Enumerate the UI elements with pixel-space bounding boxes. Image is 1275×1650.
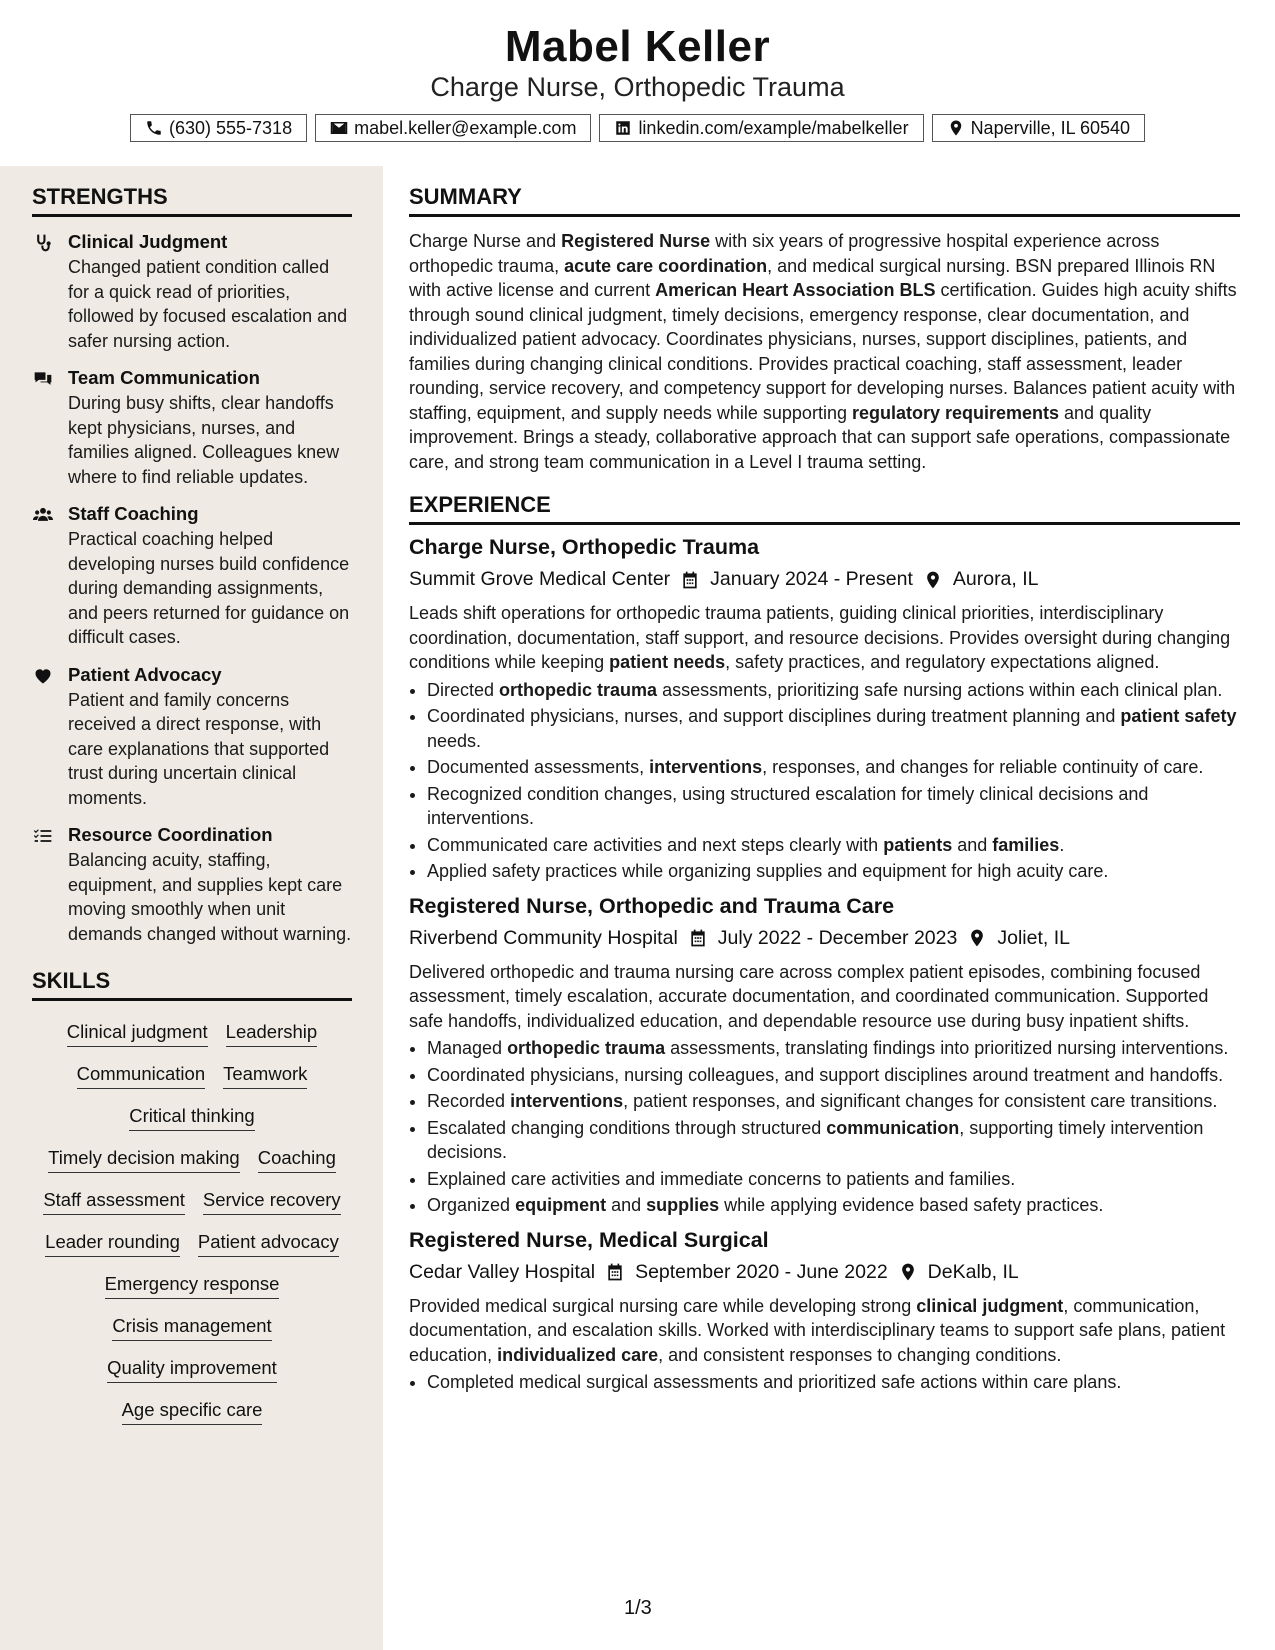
contact-email-text: mabel.keller@example.com (354, 117, 577, 138)
job-bullet: • Explained care activities and immediate concerns to patients and families. (427, 1167, 1240, 1192)
job-dates: July 2022 - December 2023 (717, 926, 958, 949)
comments-icon (32, 369, 54, 389)
contact-phone[interactable] (130, 114, 307, 142)
job-title: Registered Nurse, Medical Surgical (409, 1227, 769, 1252)
calendar-icon (680, 570, 700, 590)
skill-tag: Staff assessment (43, 1189, 185, 1215)
resume-header (0, 0, 1275, 166)
calendar-icon (605, 1262, 625, 1282)
skill-tag: Clinical judgment (67, 1021, 208, 1047)
strengths-heading: STRENGTHS (32, 184, 352, 217)
emphasis-text: Registered Nurse (561, 231, 711, 251)
emphasis-text: patient safety (1120, 706, 1237, 726)
skill-tag: Patient advocacy (198, 1231, 339, 1257)
strength-item (32, 503, 352, 650)
job-employer: Summit Grove Medical Center (409, 568, 671, 590)
skill-tag: Service recovery (203, 1189, 341, 1215)
job-bullet: • Coordinated physicians, nursing colleagues, and support disciplines around treatment and handoffs. (427, 1063, 1240, 1088)
map-pin-icon (947, 119, 965, 137)
map-pin-icon (898, 1262, 918, 1282)
contact-email[interactable] (315, 114, 591, 142)
emphasis-text: American Heart Association BLS (655, 280, 936, 300)
candidate-name: Mabel Keller (504, 22, 771, 71)
skill-tag: Teamwork (223, 1063, 307, 1089)
map-pin-icon (967, 928, 987, 948)
job-description: Delivered orthopedic and trauma nursing care across complex patient episodes, combining focused assessment, timely escalation, accurate documentation, and coordinated communication. Supported safe handoffs, individualized education, and dependable resource use during busy inpatient shifts. (409, 961, 1209, 1031)
strength-desc: Patient and family concerns received a direct response, with care explanations that supported trust during uncertain clinical moments. (68, 689, 330, 808)
emphasis-text: acute care coordination (564, 255, 768, 276)
job-bullets (409, 1370, 1240, 1395)
job-description: Leads shift operations for orthopedic trauma patients, guiding clinical priorities, interdisciplinary coordination, documentation, staff support, and resource decisions. Provides oversight during changing conditions while keeping patient needs, safety practices, and regulatory expectations aligned. (409, 603, 1231, 672)
heart-icon (32, 666, 54, 686)
strength-item (32, 824, 352, 946)
experience-heading: EXPERIENCE (409, 492, 1240, 525)
job-description: Provided medical surgical nursing care while developing strong clinical judgment, communication, documentation, and escalation skills. Worked with interdisciplinary teams to support safe plans, patient education, individualized care, and consistent responses to changing conditions. (409, 1295, 1226, 1365)
emphasis-text: orthopedic trauma (507, 1038, 666, 1058)
skills-heading: SKILLS (32, 968, 352, 1001)
job-dates: January 2024 - Present (710, 568, 913, 590)
contact-bar (0, 114, 1275, 142)
job-bullets (409, 1036, 1240, 1218)
envelope-icon (330, 119, 348, 137)
strength-desc: During busy shifts, clear handoffs kept physicians, nurses, and families aligned. Colleagues knew where to find reliable updates. (68, 393, 340, 487)
page-number: 1/3 (624, 1597, 652, 1619)
skill-tag: Leader rounding (45, 1231, 180, 1257)
strength-desc: Practical coaching helped developing nurses build confidence during demanding assignments, and peers returned for guidance on difficult cases. (68, 529, 350, 647)
users-icon (32, 505, 54, 525)
strength-title: Resource Coordination (68, 824, 273, 845)
skill-tag: Age specific care (122, 1399, 263, 1425)
job-title: Charge Nurse, Orthopedic Trauma (409, 535, 760, 559)
list-check-icon (32, 826, 54, 846)
job-entry (409, 1228, 1240, 1395)
stethoscope-icon (32, 233, 54, 253)
job-bullet: • Recorded interventions, patient responses, and significant changes for consistent care transitions. (427, 1089, 1240, 1114)
main-column (409, 166, 1240, 1397)
job-dates: September 2020 - June 2022 (635, 1260, 888, 1283)
contact-linkedin[interactable] (599, 114, 923, 142)
job-bullet: • Directed orthopedic trauma assessments, prioritizing safe nursing actions within each clinical plan. (427, 678, 1240, 703)
job-bullet: • Managed orthopedic trauma assessments, translating findings into prioritized nursing interventions. (427, 1036, 1240, 1061)
emphasis-text: equipment (515, 1195, 607, 1215)
job-bullet: • Communicated care activities and next steps clearly with patients and families. (427, 833, 1240, 858)
emphasis-text: orthopedic trauma (499, 679, 658, 700)
job-title: Registered Nurse, Orthopedic and Trauma Care (409, 893, 895, 918)
sidebar (0, 166, 383, 1650)
strength-title: Clinical Judgment (68, 231, 228, 252)
job-bullet: • Applied safety practices while organizing supplies and equipment for high acuity care. (427, 859, 1240, 884)
job-bullet: • Escalated changing conditions through structured communication, supporting timely intervention decisions. (427, 1116, 1240, 1165)
job-bullet: • Completed medical surgical assessments and prioritized safe actions within care plans. (427, 1370, 1240, 1395)
emphasis-text: interventions (510, 1091, 624, 1111)
contact-phone-text: (630) 555-7318 (168, 117, 293, 138)
job-meta (409, 927, 1240, 950)
map-pin-icon (923, 570, 943, 590)
strength-item (32, 367, 352, 489)
emphasis-text: regulatory requirements (851, 402, 1060, 423)
emphasis-text: communication (826, 1117, 960, 1138)
phone-icon (145, 119, 163, 137)
job-entry (409, 894, 1240, 1218)
emphasis-text: patient needs (609, 652, 726, 672)
skill-tag: Coaching (258, 1147, 336, 1173)
emphasis-text: interventions (649, 757, 763, 777)
job-employer: Riverbend Community Hospital (409, 926, 678, 949)
contact-linkedin-text: linkedin.com/example/mabelkeller (638, 117, 909, 138)
job-employer: Cedar Valley Hospital (409, 1260, 596, 1283)
emphasis-text: patients (883, 834, 953, 855)
skill-tag: Communication (77, 1063, 206, 1089)
skills-list (32, 1021, 352, 1425)
strength-title: Patient Advocacy (68, 663, 222, 685)
summary-text: Charge Nurse and Registered Nurse with six years of progressive hospital experience across orthopedic trauma, acute care coordination, and medical surgical nursing. BSN prepared Illinois RN with active license and current American Heart Association BLS certification. Guides high acuity shifts through sound clinical judgment, timely decisions, emergency response, clear documentation, and individualized patient advocacy. Coordinates physicians, nurses, support disciplines, patients, and families during changing clinical conditions. Provides practical coaching, staff assessment, leader rounding, service recovery, and competency support for developing nurses. Balances patient acuity with staffing, equipment, and supply needs while supporting regulatory requirements and quality improvement. Brings a steady, collaborative approach that can support safe operations, compassionate care, and strong team communication in a Level I trauma setting. (409, 231, 1237, 472)
job-meta (409, 1261, 1240, 1284)
contact-location[interactable] (932, 114, 1145, 142)
calendar-icon (688, 928, 708, 948)
candidate-title: Charge Nurse, Orthopedic Trauma (430, 72, 845, 102)
emphasis-text: families (992, 834, 1060, 855)
skill-tag: Emergency response (105, 1273, 280, 1299)
job-location: Joliet, IL (997, 926, 1070, 949)
linkedin-icon (614, 119, 632, 137)
emphasis-text: supplies (646, 1195, 720, 1215)
strength-title: Team Communication (68, 367, 260, 388)
job-bullet: • Coordinated physicians, nurses, and support disciplines during treatment planning and patient safety needs. (427, 704, 1240, 753)
skill-tag: Critical thinking (129, 1105, 254, 1131)
strength-desc: Changed patient condition called for a quick read of priorities, followed by focused escalation and safer nursing action. (68, 257, 348, 351)
strength-title: Staff Coaching (68, 503, 199, 524)
job-entry (409, 535, 1240, 884)
job-bullets (409, 678, 1240, 884)
job-location: Aurora, IL (952, 568, 1039, 590)
job-bullet: • Documented assessments, interventions, responses, and changes for reliable continuity of care. (427, 755, 1240, 780)
job-meta (409, 568, 1240, 591)
job-bullet: • Recognized condition changes, using structured escalation for timely clinical decisions and interventions. (427, 782, 1240, 831)
job-bullet: • Organized equipment and supplies while applying evidence based safety practices. (427, 1193, 1240, 1218)
skill-tag: Quality improvement (107, 1357, 277, 1383)
skill-tag: Leadership (226, 1021, 318, 1047)
summary-heading: SUMMARY (409, 184, 1240, 217)
job-location: DeKalb, IL (927, 1260, 1019, 1283)
strength-desc: Balancing acuity, staffing, equipment, and supplies kept care moving smoothly when unit demands changed without warning. (68, 850, 352, 944)
strength-item (32, 664, 352, 811)
emphasis-text: individualized care (497, 1344, 659, 1365)
emphasis-text: clinical judgment (916, 1295, 1064, 1316)
skill-tag: Crisis management (112, 1315, 271, 1341)
strength-item (32, 231, 352, 353)
contact-location-text: Naperville, IL 60540 (970, 117, 1130, 138)
skill-tag: Timely decision making (48, 1147, 240, 1173)
